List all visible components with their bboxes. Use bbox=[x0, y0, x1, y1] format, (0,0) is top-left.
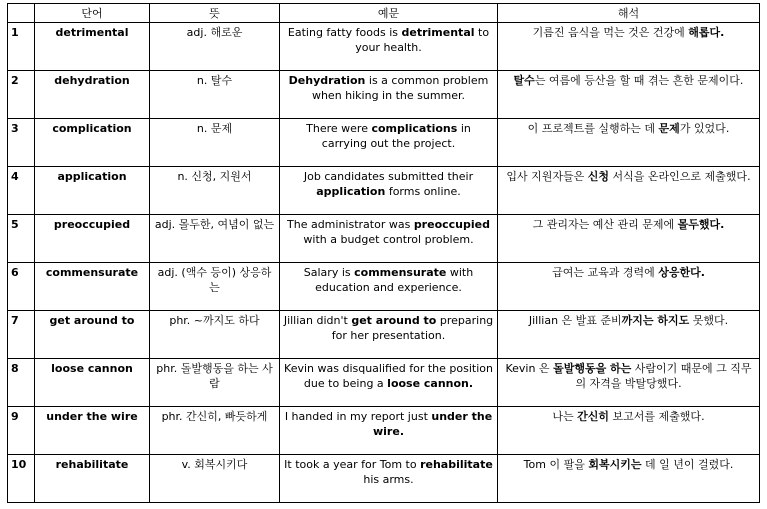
example-sentence bbox=[280, 407, 498, 455]
text-segment: 서식을 온라인으로 제출했다. bbox=[609, 170, 751, 183]
word-meaning: adj. 해로운 bbox=[150, 23, 280, 71]
text-segment: It took a year for Tom to bbox=[284, 458, 421, 471]
word-meaning: phr. 간신히, 빠듯하게 bbox=[150, 407, 280, 455]
text-segment: 입사 지원자들은 bbox=[506, 170, 588, 183]
bold-text: rehabilitate bbox=[420, 458, 493, 471]
text-segment: Eating fatty foods is bbox=[287, 26, 402, 39]
word-meaning: adj. 몰두한, 여념이 없는 bbox=[150, 215, 280, 263]
text-segment: Kevin 은 bbox=[505, 362, 554, 375]
text-segment: 가 있었다. bbox=[679, 122, 730, 135]
text-segment: forms online. bbox=[385, 185, 461, 198]
korean-translation bbox=[498, 263, 760, 311]
vocab-word: detrimental bbox=[35, 23, 150, 71]
bold-text: under the wire. bbox=[373, 410, 493, 438]
korean-translation bbox=[498, 359, 760, 407]
header-example: 예문 bbox=[280, 4, 498, 23]
vocab-word: application bbox=[35, 167, 150, 215]
text-segment: 기름진 음식을 먹는 것은 건강에 bbox=[532, 26, 689, 39]
bold-text: get around to bbox=[351, 314, 437, 327]
table-body bbox=[8, 23, 760, 503]
row-number: 8 bbox=[8, 359, 35, 407]
example-sentence bbox=[280, 263, 498, 311]
table-row bbox=[8, 311, 760, 359]
text-segment: I handed in my report just bbox=[284, 410, 432, 423]
text-segment: with a budget control problem. bbox=[303, 233, 474, 246]
vocabulary-table bbox=[7, 3, 760, 503]
text-segment: his arms. bbox=[363, 473, 414, 486]
korean-translation bbox=[498, 167, 760, 215]
table-row bbox=[8, 167, 760, 215]
text-segment: 이 프로젝트를 실행하는 데 bbox=[527, 122, 659, 135]
table-row bbox=[8, 215, 760, 263]
header-word: 단어 bbox=[35, 4, 150, 23]
korean-translation bbox=[498, 407, 760, 455]
example-sentence bbox=[280, 455, 498, 503]
bold-text: application bbox=[316, 185, 386, 198]
text-segment: There were bbox=[306, 122, 372, 135]
vocab-word: get around to bbox=[35, 311, 150, 359]
example-sentence bbox=[280, 23, 498, 71]
example-sentence bbox=[280, 119, 498, 167]
text-segment: 그 관리자는 예산 관리 문제에 bbox=[532, 218, 678, 231]
table-row bbox=[8, 263, 760, 311]
bold-text: 문제 bbox=[658, 122, 680, 135]
header-meaning: 뜻 bbox=[150, 4, 280, 23]
korean-translation bbox=[498, 455, 760, 503]
row-number: 9 bbox=[8, 407, 35, 455]
vocab-word: dehydration bbox=[35, 71, 150, 119]
text-segment: Jillian didn't bbox=[283, 314, 352, 327]
header-translation: 해석 bbox=[498, 4, 760, 23]
vocab-word: preoccupied bbox=[35, 215, 150, 263]
vocab-word: rehabilitate bbox=[35, 455, 150, 503]
word-meaning: phr. ~까지도 하다 bbox=[150, 311, 280, 359]
row-number: 3 bbox=[8, 119, 35, 167]
bold-text: 까지는 하지도 bbox=[621, 314, 690, 327]
row-number: 7 bbox=[8, 311, 35, 359]
bold-text: preoccupied bbox=[413, 218, 490, 231]
example-sentence bbox=[280, 311, 498, 359]
bold-text: complications bbox=[371, 122, 458, 135]
row-number: 2 bbox=[8, 71, 35, 119]
table-row bbox=[8, 119, 760, 167]
word-meaning: v. 회복시키다 bbox=[150, 455, 280, 503]
word-meaning: n. 탈수 bbox=[150, 71, 280, 119]
korean-translation bbox=[498, 119, 760, 167]
table-row bbox=[8, 23, 760, 71]
text-segment: in carrying out the project. bbox=[321, 122, 471, 150]
row-number: 6 bbox=[8, 263, 35, 311]
text-segment: Kevin was disqualified for the position due to being a bbox=[284, 362, 493, 390]
header-number bbox=[8, 4, 35, 23]
table-row bbox=[8, 359, 760, 407]
word-meaning: n. 신청, 지원서 bbox=[150, 167, 280, 215]
text-segment: 못했다. bbox=[689, 314, 729, 327]
row-number: 4 bbox=[8, 167, 35, 215]
bold-text: 해롭다. bbox=[688, 26, 725, 39]
text-segment: is a common problem when hiking in the summer. bbox=[311, 74, 489, 102]
word-meaning: adj. (액수 등이) 상응하는 bbox=[150, 263, 280, 311]
bold-text: detrimental bbox=[401, 26, 475, 39]
row-number: 10 bbox=[8, 455, 35, 503]
vocab-word: commensurate bbox=[35, 263, 150, 311]
korean-translation bbox=[498, 71, 760, 119]
text-segment: 는 여름에 등산을 할 때 겪는 흔한 문제이다. bbox=[534, 74, 744, 87]
row-number: 1 bbox=[8, 23, 35, 71]
bold-text: 돌발행동을 하는 bbox=[553, 362, 632, 375]
example-sentence bbox=[280, 167, 498, 215]
text-segment: Tom 이 팔을 bbox=[523, 458, 589, 471]
example-sentence bbox=[280, 359, 498, 407]
bold-text: 간신히 bbox=[577, 410, 610, 423]
bold-text: commensurate bbox=[354, 266, 447, 279]
example-sentence bbox=[280, 71, 498, 119]
row-number: 5 bbox=[8, 215, 35, 263]
vocab-word: loose cannon bbox=[35, 359, 150, 407]
example-sentence bbox=[280, 215, 498, 263]
table-row bbox=[8, 455, 760, 503]
korean-translation bbox=[498, 23, 760, 71]
table-row bbox=[8, 71, 760, 119]
text-segment: Salary is bbox=[303, 266, 355, 279]
korean-translation bbox=[498, 215, 760, 263]
bold-text: loose cannon. bbox=[387, 377, 474, 390]
text-segment: 보고서를 제출했다. bbox=[609, 410, 705, 423]
text-segment: 나는 bbox=[552, 410, 578, 423]
bold-text: 몰두했다. bbox=[677, 218, 725, 231]
header-row bbox=[8, 4, 760, 23]
vocab-word: complication bbox=[35, 119, 150, 167]
text-segment: 사람이기 때문에 그 직무의 자격을 박탈당했다. bbox=[575, 362, 752, 390]
text-segment: to your health. bbox=[355, 26, 490, 54]
bold-text: 상응한다. bbox=[658, 266, 705, 279]
text-segment: 데 일 년이 걸렸다. bbox=[641, 458, 734, 471]
vocab-word: under the wire bbox=[35, 407, 150, 455]
text-segment: Jillian 은 발표 준비 bbox=[528, 314, 622, 327]
table-row bbox=[8, 407, 760, 455]
word-meaning: phr. 돌발행동을 하는 사람 bbox=[150, 359, 280, 407]
text-segment: 급여는 교육과 경력에 bbox=[552, 266, 659, 279]
korean-translation bbox=[498, 311, 760, 359]
bold-text: 회복시키는 bbox=[588, 458, 642, 471]
text-segment: with education and experience. bbox=[315, 266, 474, 294]
bold-text: 신청 bbox=[587, 170, 610, 183]
bold-text: Dehydration bbox=[288, 74, 366, 87]
text-segment: Job candidates submitted their bbox=[303, 170, 474, 183]
bold-text: 탈수 bbox=[513, 74, 535, 87]
text-segment: preparing for her presentation. bbox=[331, 314, 494, 342]
word-meaning: n. 문제 bbox=[150, 119, 280, 167]
text-segment: The administrator was bbox=[287, 218, 414, 231]
